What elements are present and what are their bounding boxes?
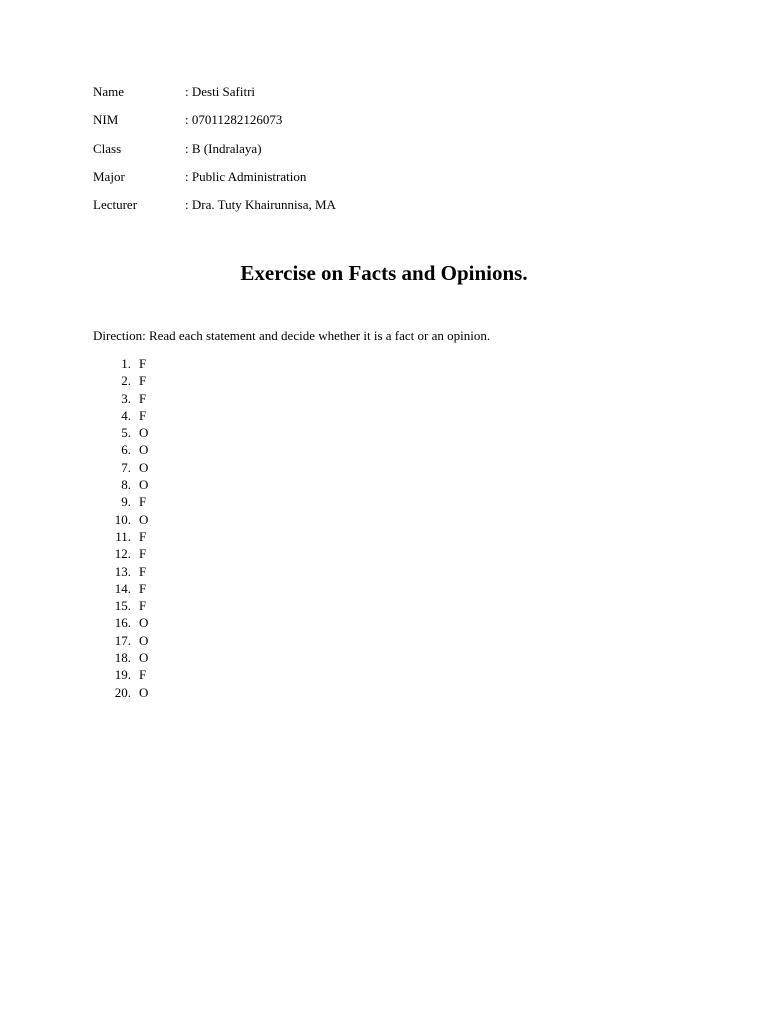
- list-item-answer: O: [139, 632, 149, 648]
- list-item-number: 8.: [121, 477, 131, 493]
- list-item-answer: F: [139, 528, 147, 544]
- info-label: Class: [93, 140, 122, 156]
- info-row-nim: [93, 106, 336, 134]
- info-value: : B (Indralaya): [185, 140, 262, 156]
- list-item: [108, 563, 148, 580]
- list-item-answer: O: [139, 684, 149, 700]
- list-item-answer: F: [139, 580, 147, 596]
- list-item: [108, 684, 148, 701]
- list-item-answer: O: [139, 442, 149, 458]
- list-item-number: 19.: [114, 667, 131, 683]
- list-item-answer: F: [139, 667, 147, 683]
- list-item-number: 6.: [121, 442, 131, 458]
- list-item-answer: F: [139, 563, 147, 579]
- list-item-number: 16.: [114, 615, 131, 631]
- info-label: Name: [93, 84, 125, 99]
- info-label: Major: [93, 168, 125, 184]
- list-item-answer: O: [139, 650, 149, 666]
- info-row-major: [93, 163, 336, 191]
- list-item-answer: O: [139, 477, 149, 493]
- info-row-class: [93, 135, 336, 163]
- list-item: [108, 614, 148, 631]
- list-item: [108, 441, 148, 458]
- list-item: [108, 390, 148, 407]
- list-item-number: 1.: [121, 356, 131, 371]
- list-item-number: 2.: [121, 373, 131, 389]
- list-item-number: 3.: [121, 390, 131, 406]
- answer-list: [108, 355, 148, 701]
- info-value: : Public Administration: [185, 168, 307, 184]
- list-item: [108, 407, 148, 424]
- list-item-number: 17.: [114, 632, 131, 648]
- list-item-answer: F: [139, 546, 147, 562]
- student-info: [93, 78, 336, 219]
- list-item: [108, 511, 148, 528]
- list-item: [108, 424, 148, 441]
- list-item: [108, 493, 148, 510]
- list-item-number: 10.: [114, 511, 131, 527]
- list-item-answer: F: [139, 373, 147, 389]
- list-item-answer: O: [139, 459, 149, 475]
- list-item-answer: F: [139, 598, 147, 614]
- list-item: [108, 649, 148, 666]
- info-row-lecturer: [93, 191, 336, 219]
- list-item: [108, 528, 148, 545]
- list-item-answer: O: [139, 425, 149, 441]
- info-value: : Desti Safitri: [185, 84, 256, 99]
- list-item: [108, 355, 148, 372]
- info-value: : Dra. Tuty Khairunnisa, MA: [185, 197, 336, 213]
- list-item-number: 20.: [114, 684, 131, 700]
- list-item-number: 4.: [121, 407, 131, 423]
- list-item-number: 15.: [114, 598, 131, 614]
- list-item-answer: F: [139, 390, 147, 406]
- list-item-answer: O: [139, 511, 149, 527]
- list-item-answer: O: [139, 615, 149, 631]
- list-item: [108, 545, 148, 562]
- list-item: [108, 372, 148, 389]
- list-item: [108, 459, 148, 476]
- info-label: Lecturer: [93, 197, 138, 213]
- list-item: [108, 666, 148, 683]
- list-item-answer: F: [139, 494, 147, 510]
- list-item-answer: F: [139, 407, 147, 423]
- document-title: Exercise on Facts and Opinions.: [240, 261, 528, 285]
- list-item: [108, 597, 148, 614]
- list-item-number: 14.: [114, 580, 131, 596]
- direction-text: Direction: Read each statement and decide whether it is a fact or an opinion.: [93, 328, 491, 343]
- info-row-name: [93, 78, 336, 106]
- list-item-number: 9.: [121, 494, 131, 510]
- info-value: : 07011282126073: [185, 112, 283, 128]
- list-item: [108, 476, 148, 493]
- list-item: [108, 632, 148, 649]
- list-item-number: 5.: [121, 425, 131, 441]
- info-label: NIM: [93, 112, 119, 128]
- list-item-number: 18.: [114, 650, 131, 666]
- list-item-number: 13.: [114, 563, 131, 579]
- list-item-number: 11.: [115, 528, 131, 544]
- list-item-number: 7.: [121, 459, 131, 475]
- list-item-answer: F: [139, 356, 147, 371]
- list-item-number: 12.: [114, 546, 131, 562]
- list-item: [108, 580, 148, 597]
